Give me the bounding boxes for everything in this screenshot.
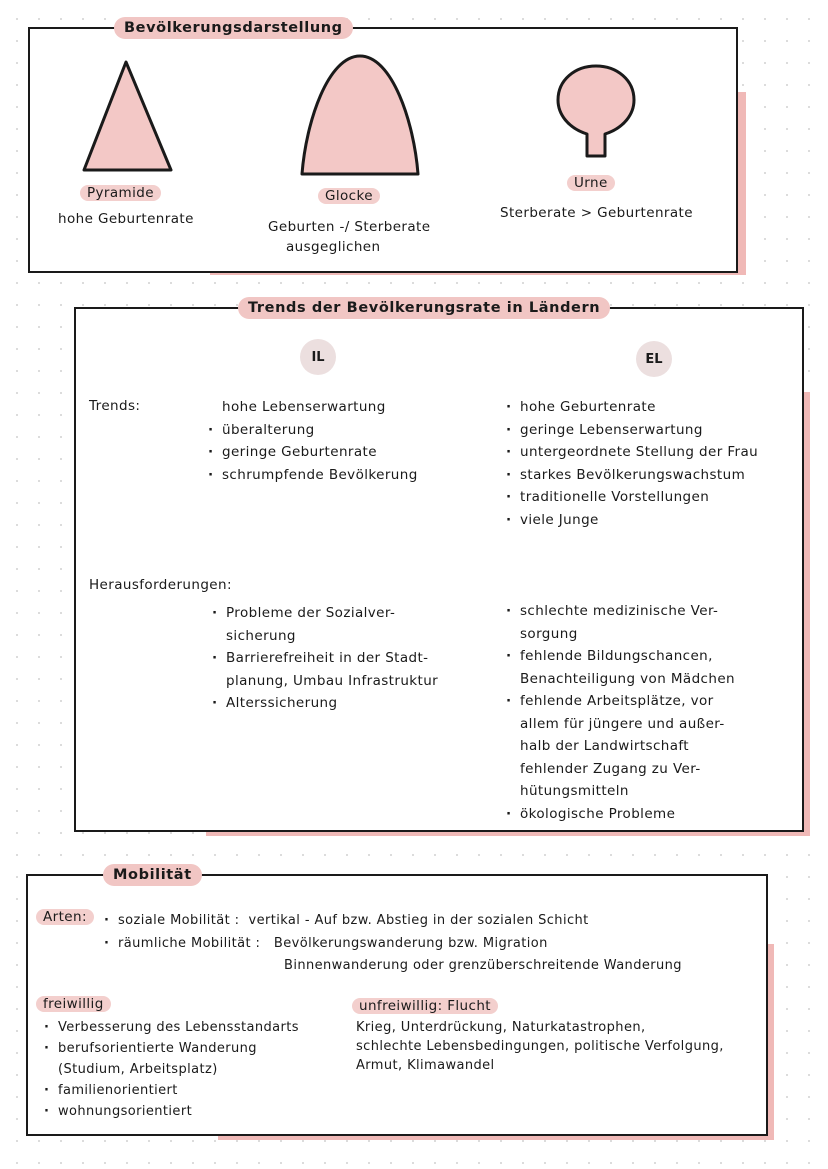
- urn-desc: Sterberate > Geburtenrate: [500, 205, 693, 221]
- list-item: · Probleme der Sozialver-: [212, 602, 438, 625]
- list-item: · viele Junge: [506, 509, 758, 532]
- list-item: · berufsorientierte Wanderung: [44, 1038, 299, 1059]
- bell-desc-line2: ausgeglichen: [286, 239, 381, 255]
- list-item: · fehlende Arbeitsplätze, vor: [506, 690, 735, 713]
- list-item: · Alterssicherung: [212, 692, 438, 715]
- list-item: · fehlende Bildungschancen,: [506, 645, 735, 668]
- list-item: (Studium, Arbeitsplatz): [58, 1062, 218, 1077]
- list-item: · ökologische Probleme: [506, 803, 735, 826]
- bell-desc-line1: Geburten -/ Sterberate: [268, 219, 431, 235]
- list-item: · traditionelle Vorstellungen: [506, 486, 758, 509]
- spatial-text-line2: Binnenwanderung oder grenzüberschreitende Wanderung: [284, 958, 682, 973]
- list-item: allem für jüngere und außer-: [520, 715, 725, 732]
- list-item: Benachteiligung von Mädchen: [520, 670, 735, 687]
- list-item: · untergeordnete Stellung der Frau: [506, 441, 758, 464]
- trends-el-list: [506, 396, 758, 531]
- list-item: sorgung: [520, 625, 578, 642]
- list-item: · wohnungsorientiert: [44, 1101, 299, 1122]
- urn-label: Urne: [567, 172, 615, 195]
- section3-title: Mobilität: [103, 864, 202, 886]
- list-item: · Verbesserung des Lebensstandarts: [44, 1017, 299, 1038]
- list-item: · überalterung: [208, 419, 418, 442]
- involuntary-line1: Krieg, Unterdrückung, Naturkatastrophen,: [356, 1020, 646, 1035]
- list-item: · soziale Mobilität : vertikal - Auf bzw. Abstieg in der sozialen Schicht: [104, 910, 589, 933]
- involuntary-label: unfreiwillig: Flucht: [352, 995, 498, 1018]
- list-item: · hohe Geburtenrate: [506, 396, 758, 419]
- list-item: halb der Landwirtschaft: [520, 738, 690, 754]
- bell-shape: [298, 52, 422, 178]
- list-item: · schlechte medizinische Ver-: [506, 600, 735, 623]
- list-item: · familienorientiert: [44, 1080, 299, 1101]
- list-item: · schrumpfende Bevölkerung: [208, 464, 418, 487]
- involuntary-line3: Armut, Klimawandel: [356, 1058, 495, 1073]
- trends-il-list: [208, 396, 418, 486]
- list-item: · geringe Geburtenrate: [208, 441, 418, 464]
- el-badge: EL: [636, 341, 672, 377]
- challenges-il-list: [212, 602, 438, 715]
- bell-label: Glocke: [318, 185, 380, 208]
- arten-label: Arten:: [36, 906, 94, 929]
- il-badge: IL: [300, 339, 336, 375]
- challenges-el-list: [506, 600, 735, 825]
- list-item: · starkes Bevölkerungswachstum: [506, 464, 758, 487]
- pyramid-label: Pyramide: [80, 182, 161, 205]
- arten-list: [104, 910, 589, 955]
- pyramid-desc: hohe Geburtenrate: [58, 211, 194, 227]
- list-item: · Barrierefreiheit in der Stadt-: [212, 647, 438, 670]
- urn-shape: [554, 62, 638, 160]
- voluntary-list: [44, 1017, 299, 1122]
- challenges-label: Herausforderungen:: [89, 577, 232, 593]
- list-item: · räumliche Mobilität : Bevölkerungswanderung bzw. Migration: [104, 933, 589, 956]
- pyramid-shape: [80, 58, 175, 175]
- section1-title: Bevölkerungsdarstellung: [114, 17, 353, 39]
- list-item: · geringe Lebenserwartung: [506, 419, 758, 442]
- list-item: sicherung: [226, 627, 296, 644]
- involuntary-line2: schlechte Lebensbedingungen, politische Verfolgung,: [356, 1039, 724, 1054]
- list-item: planung, Umbau Infrastruktur: [226, 672, 439, 689]
- list-item: hohe Lebenserwartung: [222, 399, 386, 415]
- list-item: hütungsmitteln: [520, 783, 629, 799]
- voluntary-label: freiwillig: [36, 993, 111, 1016]
- trends-label: Trends:: [89, 398, 141, 414]
- list-item: fehlender Zugang zu Ver-: [520, 760, 701, 777]
- section2-title: Trends der Bevölkerungsrate in Ländern: [238, 297, 610, 319]
